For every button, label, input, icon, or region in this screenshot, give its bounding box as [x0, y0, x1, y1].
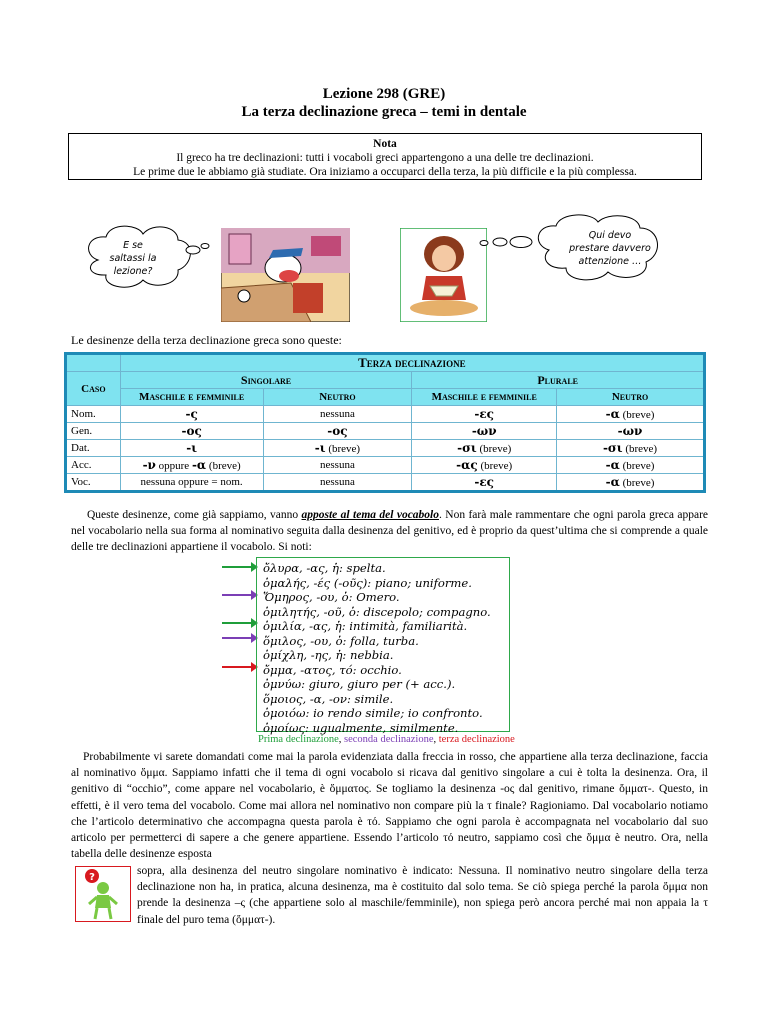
table-title: Terza declinazione	[120, 354, 704, 372]
legend-prima: Prima declinazione	[258, 734, 339, 745]
arrow-red	[222, 666, 252, 668]
ending-cell: -σι (breve)	[412, 440, 557, 457]
note-line-1: Il greco ha tre declinazioni: tutti i vocaboli greci appartengono a una delle tre declinazioni.	[176, 152, 594, 164]
table-plurale-header: Plurale	[412, 372, 705, 389]
table-mf-sing-header: Maschile e femminile	[120, 389, 263, 406]
lesson-title: Lezione 298 (GRE)	[322, 86, 446, 102]
table-mf-plur-header: Maschile e femminile	[412, 389, 557, 406]
table-row	[66, 474, 705, 492]
vocab-line: ὄμμα, -ατος, τό: occhio.	[263, 662, 402, 677]
table-body	[66, 406, 705, 492]
note-heading: Nota	[373, 138, 397, 150]
vocab-line: ὁμιλητής, -οῦ, ὁ: discepolo; compagno.	[263, 604, 491, 619]
case-label: Dat.	[66, 440, 121, 457]
svg-text:?: ?	[89, 872, 95, 883]
ending-cell: nessuna	[263, 406, 412, 423]
ending-cell: -ι	[120, 440, 263, 457]
ending-cell: -ι (breve)	[263, 440, 412, 457]
declension-legend: Prima declinazione, seconda declinazione, terza declinazione	[258, 734, 515, 745]
cartoon-thinking-image	[221, 228, 350, 322]
ending-cell: -ων	[557, 423, 705, 440]
vocab-line: ὁμιλία, -ας, ἡ: intimità, familiarità.	[263, 619, 468, 633]
ending-cell: -ας (breve)	[412, 457, 557, 474]
vocab-line: ὁμοίως: ugualmente, similmente.	[263, 720, 459, 735]
table-row	[66, 457, 705, 474]
ending-cell: -ων	[412, 423, 557, 440]
ending-cell: -α (breve)	[557, 406, 705, 423]
paragraph-3: sopra, alla desinenza del neutro singolare nominativo è indicato: Nessuna. Il nominativo neutro singolare della terza declinazione non ha, in pratica, alcuna desinenza, ma è costituito dal solo tema. Se ciò spiega perché la parola ὄμμα non prende la desinenza –ς (che appartiene solo al maschile/femminile), non spiega però ancora perché mai non appaia la τ finale del puro tema (ὄμματ-).	[137, 865, 708, 926]
legend-seconda: seconda declinazione	[344, 734, 434, 745]
lesson-subtitle: La terza declinazione greca – temi in dentale	[241, 104, 527, 120]
ending-cell: -ος	[120, 423, 263, 440]
ending-cell: -α (breve)	[557, 457, 705, 474]
question-figure-icon	[75, 866, 131, 922]
ending-cell: -α (breve)	[557, 474, 705, 492]
note-box	[68, 133, 702, 180]
paragraph-2: Probabilmente vi sarete domandati come mai la parola evidenziata dalla freccia in rosso, che appartiene alla terza declinazione, faccia al nominativo ὄμμα. Sappiamo infatti che il tema di ogni vocabolo si ricava dal genitivo singolare a cui è tolta la desinenza. Ora, il genitivo di “occhio”, come appare nel vocabolario, è ὄμματος. Se togliamo la desinenza -ος dal genitivo, rimane ὄμματ-. Questo, in effetti, è il vero tema del vocabolo. Come mai allora nel nominativo non compare più la τ finale? Ragioniamo. Dal vocabolario notiamo che l’articolo determinativo che accompagna questa parola è τό. Sappiamo che ogni parola è accompagnata nel vocabolario dal suo articolo per permetterci di sapere a che genere appartiene. Essendo l’articolo τό neutro, sappiamo così che ὄμμα è neutro. Ora, nella tabella delle desinenze esposta	[71, 751, 708, 861]
ending-cell: nessuna oppure = nom.	[120, 474, 263, 492]
ending-cell: -ες	[412, 406, 557, 423]
arrow-green-1	[222, 566, 252, 568]
paragraph-1-emphasis: apposte al tema del vocabolo	[301, 509, 439, 521]
ending-cell: -ες	[412, 474, 557, 492]
vocab-line: ὄλυρα, -ας, ἡ: spelta.	[263, 561, 386, 575]
case-label: Voc.	[66, 474, 121, 492]
vocab-line: ὁμοιόω: io rendo simile; io confronto.	[263, 706, 483, 720]
case-label: Nom.	[66, 406, 121, 423]
note-line-2: Le prime due le abbiamo già studiate. Ora iniziamo a occuparci della terza, la più difficile e la più complessa.	[133, 166, 637, 178]
ending-cell: -σι (breve)	[557, 440, 705, 457]
ending-cell: -ν oppure -α (breve)	[120, 457, 263, 474]
legend-terza: terza declinazione	[438, 734, 515, 745]
arrow-purple-1	[222, 594, 252, 596]
ending-cell: -ος	[263, 423, 412, 440]
vocab-line: Ὅμηρος, -ου, ὁ: Omero.	[263, 590, 400, 604]
ending-cell: -ς	[120, 406, 263, 423]
vocab-line: ὁμίχλη, -ης, ἡ: nebbia.	[263, 648, 394, 662]
paragraph-1: Queste desinenze, come già sappiamo, vanno apposte al tema del vocabolo. Non farà male rammentare che ogni parola greca appare nel vocabolario nella sua forma al nominativo seguita dalla desinenza del genitivo, ed è proprio da quest’ultima che si comprende a quale delle tre declinazioni appartiene il vocabolo. Si noti:	[71, 509, 709, 554]
vocabulary-excerpt	[256, 557, 510, 735]
arrow-purple-2	[222, 637, 252, 639]
vocab-line: ὀμνύω: giuro, giuro per (+ acc.).	[263, 677, 456, 691]
table-neutro-sing-header: Neutro	[263, 389, 412, 406]
table-row	[66, 406, 705, 423]
ending-cell: nessuna	[263, 457, 412, 474]
table-row	[66, 440, 705, 457]
vocab-line: ὅμιλος, -ου, ὁ: folla, turba.	[263, 633, 419, 648]
endings-table	[64, 352, 706, 493]
vocab-line: ὁμαλής, -ές (-οῦς): piano; uniforme.	[263, 575, 472, 590]
table-caso-header: Caso	[66, 372, 121, 406]
arrow-green-2	[222, 622, 252, 624]
endings-intro: Le desinenze della terza declinazione greca sono queste:	[71, 333, 342, 347]
thought-right-text: Qui devo prestare davvero attenzione …	[569, 230, 651, 267]
vocab-line: ὅμοιος, -α, -ον: simile.	[263, 691, 394, 706]
ending-cell: nessuna	[263, 474, 412, 492]
thought-left-text: E se saltassi la lezione?	[109, 240, 157, 277]
table-neutro-plur-header: Neutro	[557, 389, 705, 406]
case-label: Gen.	[66, 423, 121, 440]
table-row	[66, 423, 705, 440]
case-label: Acc.	[66, 457, 121, 474]
table-singolare-header: Singolare	[120, 372, 412, 389]
